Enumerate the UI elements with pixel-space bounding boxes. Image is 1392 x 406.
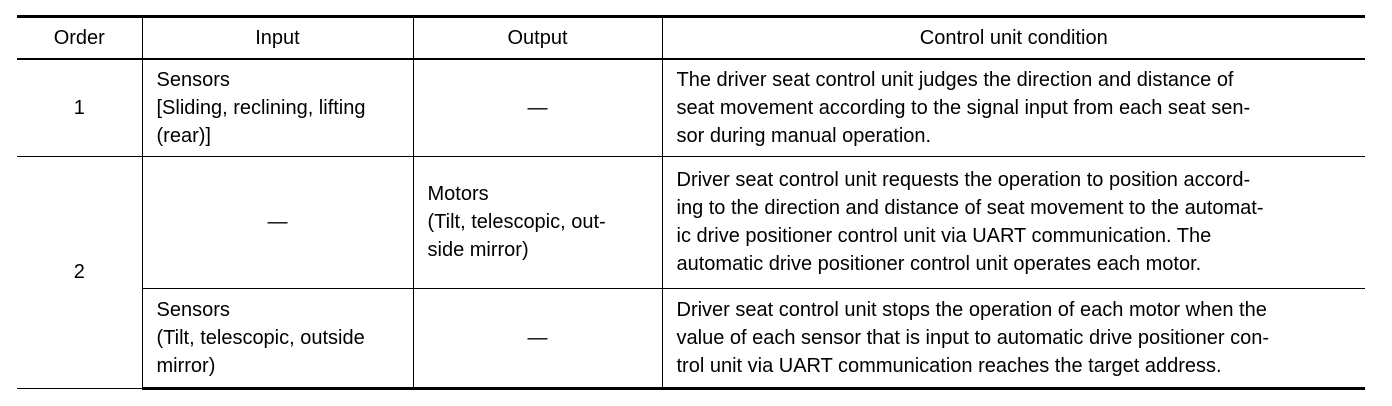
order-cell: 1 xyxy=(17,59,142,156)
condition-cell xyxy=(662,288,1365,388)
condition-line: automatic drive positioner control unit operates each motor. xyxy=(676,253,1202,275)
output-line: (Tilt, telescopic, out- xyxy=(427,211,606,233)
input-line: Sensors xyxy=(156,298,230,321)
condition-line: trol unit via UART communication reaches the target address. xyxy=(676,354,1222,377)
output-cell xyxy=(413,156,662,288)
input-line: (rear)] xyxy=(156,124,211,147)
input-line: [Sliding, reclining, lifting xyxy=(156,96,366,119)
header-row xyxy=(17,17,1365,60)
output-cell: — xyxy=(413,59,662,156)
condition-line: value of each sensor that is input to automatic drive positioner con- xyxy=(676,326,1270,349)
condition-line: ic drive positioner control unit via UART communication. The xyxy=(676,225,1212,247)
table-row xyxy=(17,288,1365,388)
output-line: side mirror) xyxy=(427,239,529,261)
condition-line: Driver seat control unit stops the operation of each motor when the xyxy=(676,298,1267,321)
condition-line: The driver seat control unit judges the direction and distance of xyxy=(676,68,1234,91)
table-row xyxy=(17,156,1365,288)
header-input: Input xyxy=(142,17,413,60)
condition-cell xyxy=(662,59,1365,156)
control-unit-table xyxy=(17,15,1365,390)
input-cell: — xyxy=(142,156,413,288)
header-condition: Control unit condition xyxy=(662,17,1365,60)
input-cell xyxy=(142,288,413,388)
input-line: mirror) xyxy=(156,354,216,377)
condition-line: Driver seat control unit requests the operation to position accord- xyxy=(676,169,1251,191)
table-row xyxy=(17,59,1365,156)
output-cell: — xyxy=(413,288,662,388)
condition-line: sor during manual operation. xyxy=(676,124,932,147)
header-output: Output xyxy=(413,17,662,60)
output-line: Motors xyxy=(427,183,489,205)
input-line: Sensors xyxy=(156,68,230,91)
order-cell: 2 xyxy=(17,156,142,388)
header-order: Order xyxy=(17,17,142,60)
condition-line: ing to the direction and distance of seat movement to the automat- xyxy=(676,197,1264,219)
condition-cell xyxy=(662,156,1365,288)
input-cell xyxy=(142,59,413,156)
input-line: (Tilt, telescopic, outside xyxy=(156,326,365,349)
condition-line: seat movement according to the signal input from each seat sen- xyxy=(676,96,1251,119)
